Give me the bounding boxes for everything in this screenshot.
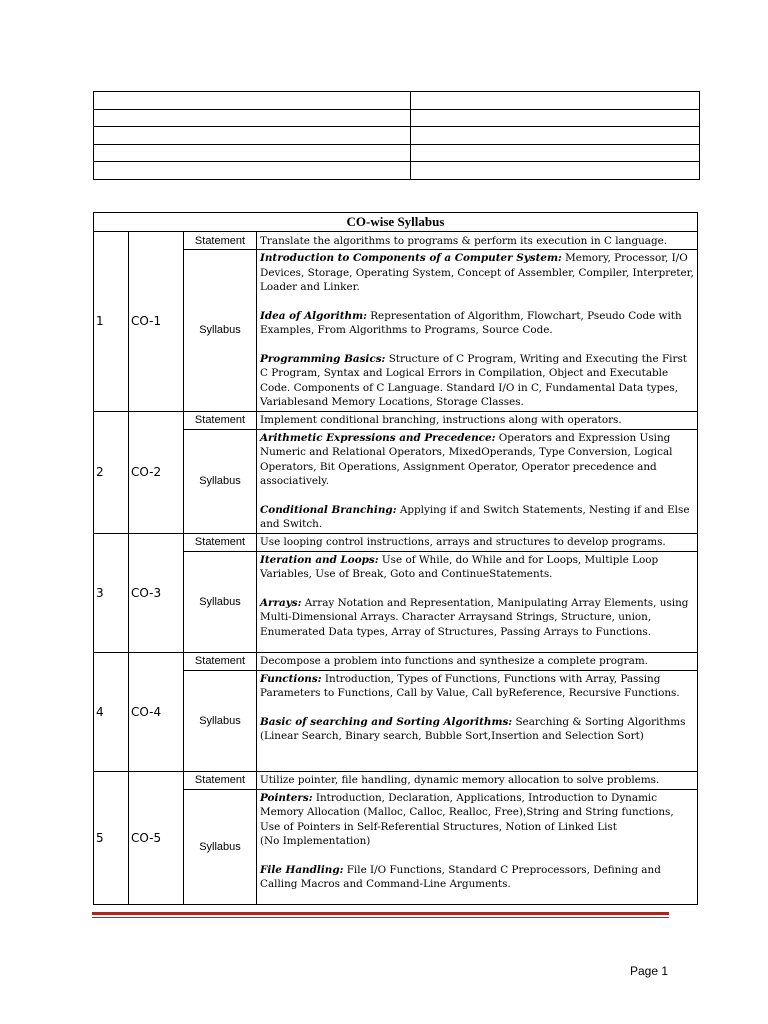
co-number: 2	[94, 411, 129, 533]
statement-label: Statement	[184, 232, 257, 250]
syllabus-text: File I/O Functions, Standard C Preprocessors, Defining and Calling Macros and Command-Line Arguments.	[260, 863, 661, 890]
syllabus-label: Syllabus	[184, 429, 257, 533]
syllabus-paragraph	[260, 503, 695, 532]
co-syllabus-row	[94, 429, 698, 533]
header-grid-cell	[94, 162, 411, 180]
syllabus-topic: Iteration and Loops:	[260, 553, 379, 566]
header-grid-cell	[411, 144, 700, 162]
syllabus-topic: Programming Basics:	[260, 352, 386, 365]
header-grid-cell	[94, 109, 411, 127]
co-syllabus-row	[94, 789, 698, 904]
header-grid-cell	[94, 144, 411, 162]
co-syllabus-table	[93, 212, 698, 905]
header-grid-cell	[94, 92, 411, 110]
syllabus-label: Syllabus	[184, 551, 257, 652]
co-number: 5	[94, 771, 129, 904]
co-code: CO-5	[129, 771, 184, 904]
header-grid	[93, 91, 700, 180]
table-title: CO-wise Syllabus	[94, 213, 698, 232]
syllabus-topic: Introduction to Components of a Computer System:	[260, 252, 562, 264]
syllabus-paragraph	[260, 553, 695, 582]
syllabus-text: Use of While, do While and for Loops, Multiple Loop Variables, Use of Break, Goto and ContinueStatements.	[260, 553, 659, 580]
co-statement-row	[94, 771, 698, 789]
syllabus-content	[257, 551, 698, 652]
syllabus-topic: Functions:	[260, 672, 322, 685]
syllabus-paragraph	[260, 309, 695, 338]
syllabus-text: Applying if and Switch Statements, Nesting if and Else and Switch.	[260, 503, 690, 530]
syllabus-label: Syllabus	[184, 789, 257, 904]
syllabus-text: Introduction, Types of Functions, Functions with Array, Passing Parameters to Functions, Call by Value, Call byReference, Recursive Functions.	[260, 672, 680, 699]
header-grid-cell	[411, 92, 700, 110]
syllabus-text: Array Notation and Representation, Manipulating Array Elements, using Multi-Dimensional Arrays. Character Arraysand Strings, Structure, union, Enumerated Data types, Array of Structures, Passing Arrays to Functions.	[260, 596, 689, 638]
statement-text: Translate the algorithms to programs & perform its execution in C language.	[257, 232, 698, 250]
header-grid-cell	[94, 127, 411, 145]
syllabus-topic: Idea of Algorithm:	[260, 309, 367, 322]
syllabus-paragraph	[260, 431, 695, 489]
header-grid-cell	[411, 109, 700, 127]
syllabus-text: Operators and Expression Using Numeric and Relational Operators, MixedOperands, Type Conversion, Logical Operators, Bit Operations, Assignment Operator, Operator precedence and associatively.	[260, 431, 673, 487]
co-code: CO-4	[129, 652, 184, 771]
statement-text: Use looping control instructions, arrays and structures to develop programs.	[257, 533, 698, 551]
syllabus-text: Memory, Processor, I/O Devices, Storage, Operating System, Concept of Assembler, Compiler, Interpreter, Loader and Linker.	[260, 252, 694, 293]
syllabus-topic: Pointers:	[260, 791, 313, 804]
syllabus-topic: Arithmetic Expressions and Precedence:	[260, 431, 496, 444]
statement-label: Statement	[184, 411, 257, 429]
co-rows	[94, 232, 698, 905]
syllabus-paragraph	[260, 715, 695, 744]
syllabus-paragraph	[260, 596, 695, 640]
syllabus-label: Syllabus	[184, 670, 257, 771]
syllabus-topic: File Handling:	[260, 863, 344, 876]
co-statement-row	[94, 533, 698, 551]
syllabus-text: Representation of Algorithm, Flowchart, Pseudo Code with Examples, From Algorithms to Programs, Source Code.	[260, 309, 682, 336]
co-number: 3	[94, 533, 129, 652]
page-number: Page 1	[630, 964, 669, 978]
co-code: CO-1	[129, 232, 184, 412]
syllabus-paragraph	[260, 672, 695, 701]
co-syllabus-row	[94, 250, 698, 412]
syllabus-text: Searching & Sorting Algorithms (Linear Search, Binary search, Bubble Sort,Insertion and Selection Sort)	[260, 715, 686, 742]
syllabus-content	[257, 789, 698, 904]
syllabus-label: Syllabus	[184, 250, 257, 412]
syllabus-content	[257, 670, 698, 771]
co-number: 1	[94, 232, 129, 412]
syllabus-topic: Conditional Branching:	[260, 503, 397, 516]
co-syllabus-row	[94, 551, 698, 652]
co-statement-row	[94, 232, 698, 250]
statement-label: Statement	[184, 652, 257, 670]
syllabus-topic: Arrays:	[260, 596, 302, 609]
syllabus-content	[257, 429, 698, 533]
co-code: CO-2	[129, 411, 184, 533]
syllabus-paragraph	[260, 352, 695, 410]
syllabus-text: Structure of C Program, Writing and Executing the First C Program, Syntax and Logical Errors in Compilation, Object and Executable Code. Components of C Language. Standard I/O in C, Fundamental Data types, Variablesand Memory Locations, Storage Classes.	[260, 352, 687, 408]
statement-text: Decompose a problem into functions and synthesize a complete program.	[257, 652, 698, 670]
syllabus-paragraph	[260, 251, 695, 295]
statement-label: Statement	[184, 533, 257, 551]
header-grid-cell	[411, 162, 700, 180]
syllabus-topic: Basic of searching and Sorting Algorithms:	[260, 715, 513, 728]
footer-rule	[92, 912, 669, 915]
co-statement-row	[94, 411, 698, 429]
co-code: CO-3	[129, 533, 184, 652]
statement-text: Utilize pointer, file handling, dynamic memory allocation to solve problems.	[257, 771, 698, 789]
co-statement-row	[94, 652, 698, 670]
co-number: 4	[94, 652, 129, 771]
footer-rule-thin	[92, 917, 669, 918]
syllabus-content	[257, 250, 698, 412]
syllabus-paragraph	[260, 791, 695, 849]
statement-label: Statement	[184, 771, 257, 789]
syllabus-paragraph	[260, 863, 695, 892]
header-grid-cell	[411, 127, 700, 145]
statement-text: Implement conditional branching, instructions along with operators.	[257, 411, 698, 429]
syllabus-text: Introduction, Declaration, Applications, Introduction to Dynamic Memory Allocation (Malloc, Calloc, Realloc, Free),String and String functions, Use of Pointers in Self-Referential Structures, Notion of Linked List (No Implementation)	[260, 791, 674, 847]
co-syllabus-row	[94, 670, 698, 771]
